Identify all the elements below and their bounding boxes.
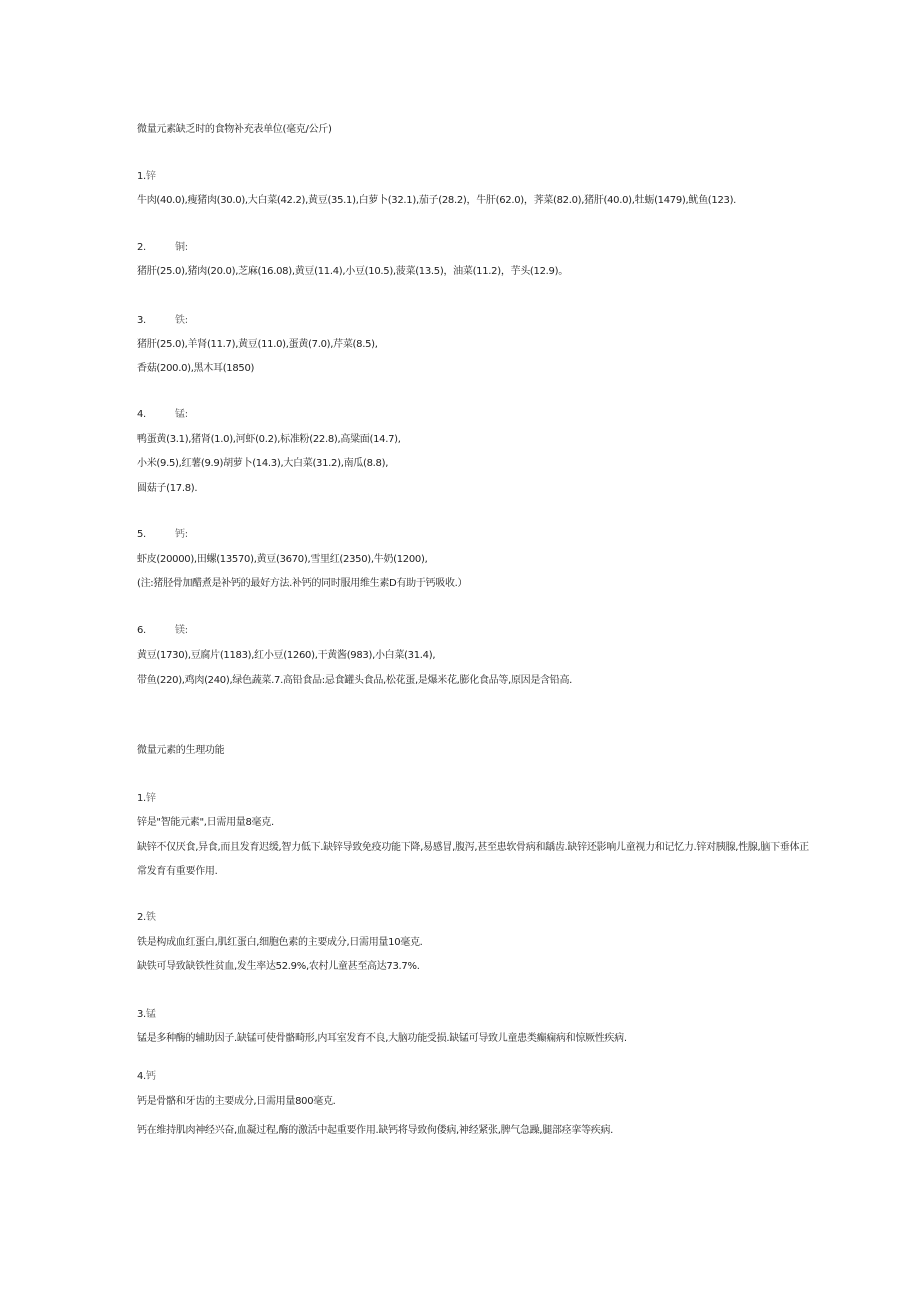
item-number: 3. bbox=[137, 1009, 146, 1020]
item-text-line: 铁是构成血红蛋白,肌红蛋白,细胞色素的主要成分,日需用量10毫克. bbox=[137, 937, 423, 948]
item-text-line: 猪肝(25.0),羊肾(11.7),黄豆(11.0),蛋黄(7.0),芹菜(8.5), bbox=[137, 339, 378, 350]
section2-title: 微量元素的生理功能 bbox=[137, 745, 225, 756]
item-number: 4. bbox=[137, 1071, 146, 1082]
item-heading bbox=[137, 792, 156, 806]
section1-title: 微量元素缺乏时的食物补充表单位(毫克/公斤) bbox=[137, 124, 332, 135]
element-name: 铁 bbox=[145, 912, 156, 923]
item-text-line: (注:猪胫骨加醋煮是补钙的最好方法.补钙的同时服用维生素D有助于钙吸收.） bbox=[137, 578, 468, 589]
item-number: 2. bbox=[137, 242, 146, 253]
item-heading bbox=[137, 1070, 156, 1084]
item-heading bbox=[137, 314, 188, 328]
item-text-line: 锌是"智能元素",日需用量8毫克. bbox=[137, 817, 274, 828]
element-name: 铁: bbox=[175, 315, 188, 326]
item-text-line: 缺锌不仅厌食,异食,而且发育迟缓,智力低下.缺锌导致免疫功能下降,易感冒,腹泻,甚至患软骨病和龋齿.缺锌还影响儿童视力和记忆力.锌对胰腺,性腺,脑下垂体正 bbox=[137, 842, 809, 853]
element-name: 钙 bbox=[145, 1071, 156, 1082]
item-heading bbox=[137, 170, 156, 184]
item-text-line: 钙在维持肌肉神经兴奋,血凝过程,酶的激活中起重要作用.缺钙将导致佝偻病,神经紧张,脾气急躁,腿部痉挛等疾病. bbox=[137, 1125, 614, 1136]
item-heading bbox=[137, 624, 188, 638]
item-text-line: 圆菇子(17.8). bbox=[137, 483, 198, 494]
item-heading bbox=[137, 408, 188, 422]
item-text-line: 黄豆(1730),豆腐片(1183),红小豆(1260),干黄酱(983),小白菜(31.4), bbox=[137, 650, 436, 661]
item-number: 1. bbox=[137, 171, 146, 182]
item-number: 6. bbox=[137, 625, 146, 636]
element-name: 镁: bbox=[175, 625, 188, 636]
item-number: 2. bbox=[137, 912, 146, 923]
element-name: 锰 bbox=[145, 1009, 156, 1020]
item-heading bbox=[137, 1008, 156, 1022]
item-text-line: 常发育有重要作用. bbox=[137, 866, 218, 877]
element-name: 钙: bbox=[175, 529, 188, 540]
item-number: 1. bbox=[137, 793, 146, 804]
item-text-line: 钙是骨骼和牙齿的主要成分,日需用量800毫克. bbox=[137, 1096, 336, 1107]
element-name: 锌 bbox=[145, 793, 156, 804]
item-number: 4. bbox=[137, 409, 146, 420]
item-text-line: 小米(9.5),红薯(9.9)胡萝卜(14.3),大白菜(31.2),南瓜(8.8), bbox=[137, 458, 389, 469]
item-heading bbox=[137, 241, 188, 255]
item-text-line: 猪肝(25.0),猪肉(20.0),芝麻(16.08),黄豆(11.4),小豆(10.5),菠菜(13.5)，油菜(11.2)，芋头(12.9)。 bbox=[137, 266, 568, 277]
item-heading bbox=[137, 528, 188, 542]
item-text-line: 锰是多种酶的辅助因子.缺锰可使骨骼畸形,内耳室发育不良,大脑功能受损.缺锰可导致儿童患类癫痫病和惊厥性疾病. bbox=[137, 1033, 627, 1044]
element-name: 锰: bbox=[175, 409, 188, 420]
item-text-line: 虾皮(20000),田螺(13570),黄豆(3670),雪里红(2350),牛奶(1200), bbox=[137, 554, 428, 565]
element-name: 铜: bbox=[175, 242, 188, 253]
item-number: 3. bbox=[137, 315, 146, 326]
item-text-line: 鸭蛋黄(3.1),猪肾(1.0),河虾(0.2),标准粉(22.8),高粱面(14.7), bbox=[137, 434, 401, 445]
item-text-line: 带鱼(220),鸡肉(240),绿色蔬菜.7.高铅食品:忌食罐头食品,松花蛋,是爆米花,膨化食品等,原因是含铅高. bbox=[137, 675, 573, 686]
element-name: 锌 bbox=[145, 171, 156, 182]
item-text-line: 牛肉(40.0),瘦猪肉(30.0),大白菜(42.2),黄豆(35.1),白萝卜(32.1),茄子(28.2)，牛肝(62.0)，荠菜(82.0),猪肝(40.0),牡蛎(1479),鱿鱼(123). bbox=[137, 195, 737, 206]
item-text-line: 缺铁可导致缺铁性贫血,发生率达52.9%,农村儿童甚至高达73.7%. bbox=[137, 961, 420, 972]
item-text-line: 香菇(200.0),黑木耳(1850) bbox=[137, 363, 255, 374]
item-number: 5. bbox=[137, 529, 146, 540]
item-heading bbox=[137, 911, 156, 925]
